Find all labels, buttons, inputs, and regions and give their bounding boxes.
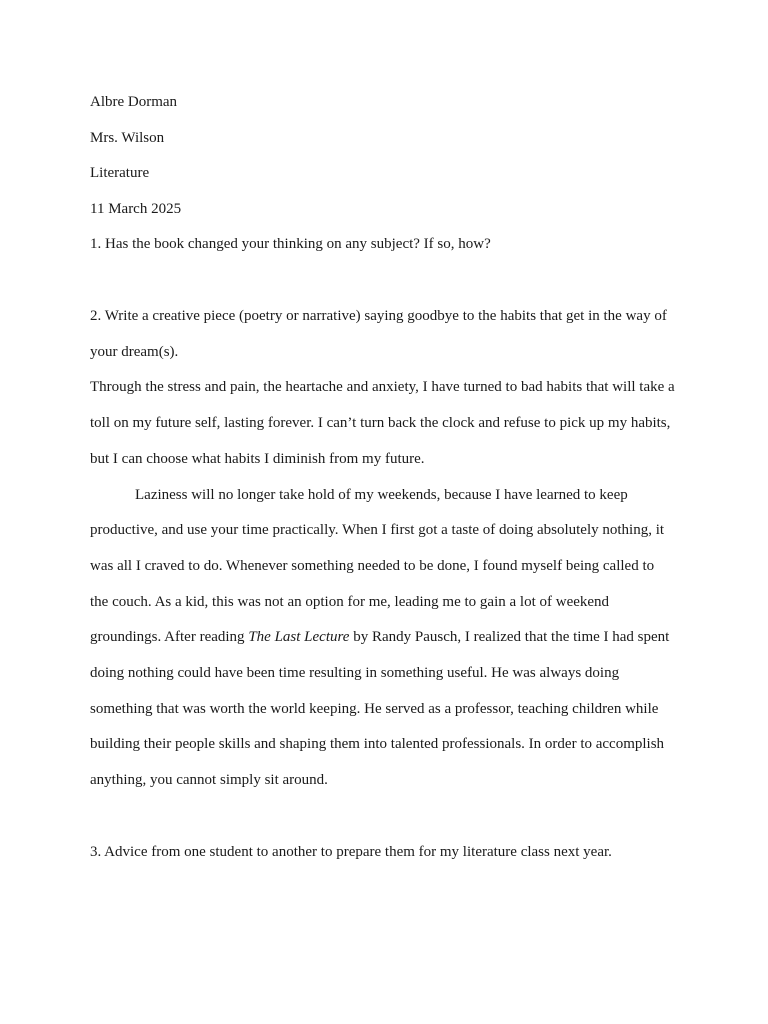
answer-body-line: doing nothing could have been time resulting in something useful. He was always doing [90, 665, 620, 681]
answer-body-line: building their people skills and shaping them into talented professionals. In order to accomplish [90, 736, 665, 752]
answer-body-line: anything, you cannot simply sit around. [90, 772, 328, 788]
book-title: The Last Lecture [248, 629, 350, 645]
answer-intro-line: toll on my future self, lasting forever. I can’t turn back the clock and refuse to pick up my habits, [90, 415, 671, 431]
answer-body-line: productive, and use your time practically. When I first got a taste of doing absolutely nothing, it [90, 522, 665, 538]
text-segment: by Randy Pausch, I realized that the time I had spent [349, 629, 670, 645]
answer-body-line: Laziness will no longer take hold of my weekends, because I have learned to keep [135, 487, 628, 503]
course-name: Literature [90, 165, 150, 181]
date: 11 March 2025 [90, 201, 182, 217]
answer-body-line: the couch. As a kid, this was not an option for me, leading me to gain a lot of weekend [90, 594, 610, 610]
text-segment: groundings. After reading [90, 629, 249, 645]
teacher-name: Mrs. Wilson [90, 130, 165, 146]
question-1-prompt: 1. Has the book changed your thinking on any subject? If so, how? [90, 236, 491, 252]
question-2-prompt-line: your dream(s). [90, 344, 179, 360]
answer-intro-line: but I can choose what habits I diminish from my future. [90, 451, 425, 467]
answer-body-line: something that was worth the world keeping. He served as a professor, teaching children while [90, 701, 659, 717]
question-2-prompt-line: 2. Write a creative piece (poetry or narrative) saying goodbye to the habits that get in the way of [90, 308, 667, 324]
answer-body-line-with-book [90, 628, 669, 646]
answer-body-line: was all I craved to do. Whenever something needed to be done, I found myself being called to [90, 558, 655, 574]
question-3-prompt: 3. Advice from one student to another to prepare them for my literature class next year. [90, 844, 612, 860]
student-name: Albre Dorman [90, 94, 178, 110]
answer-intro-line: Through the stress and pain, the heartache and anxiety, I have turned to bad habits that will take a [90, 379, 675, 395]
